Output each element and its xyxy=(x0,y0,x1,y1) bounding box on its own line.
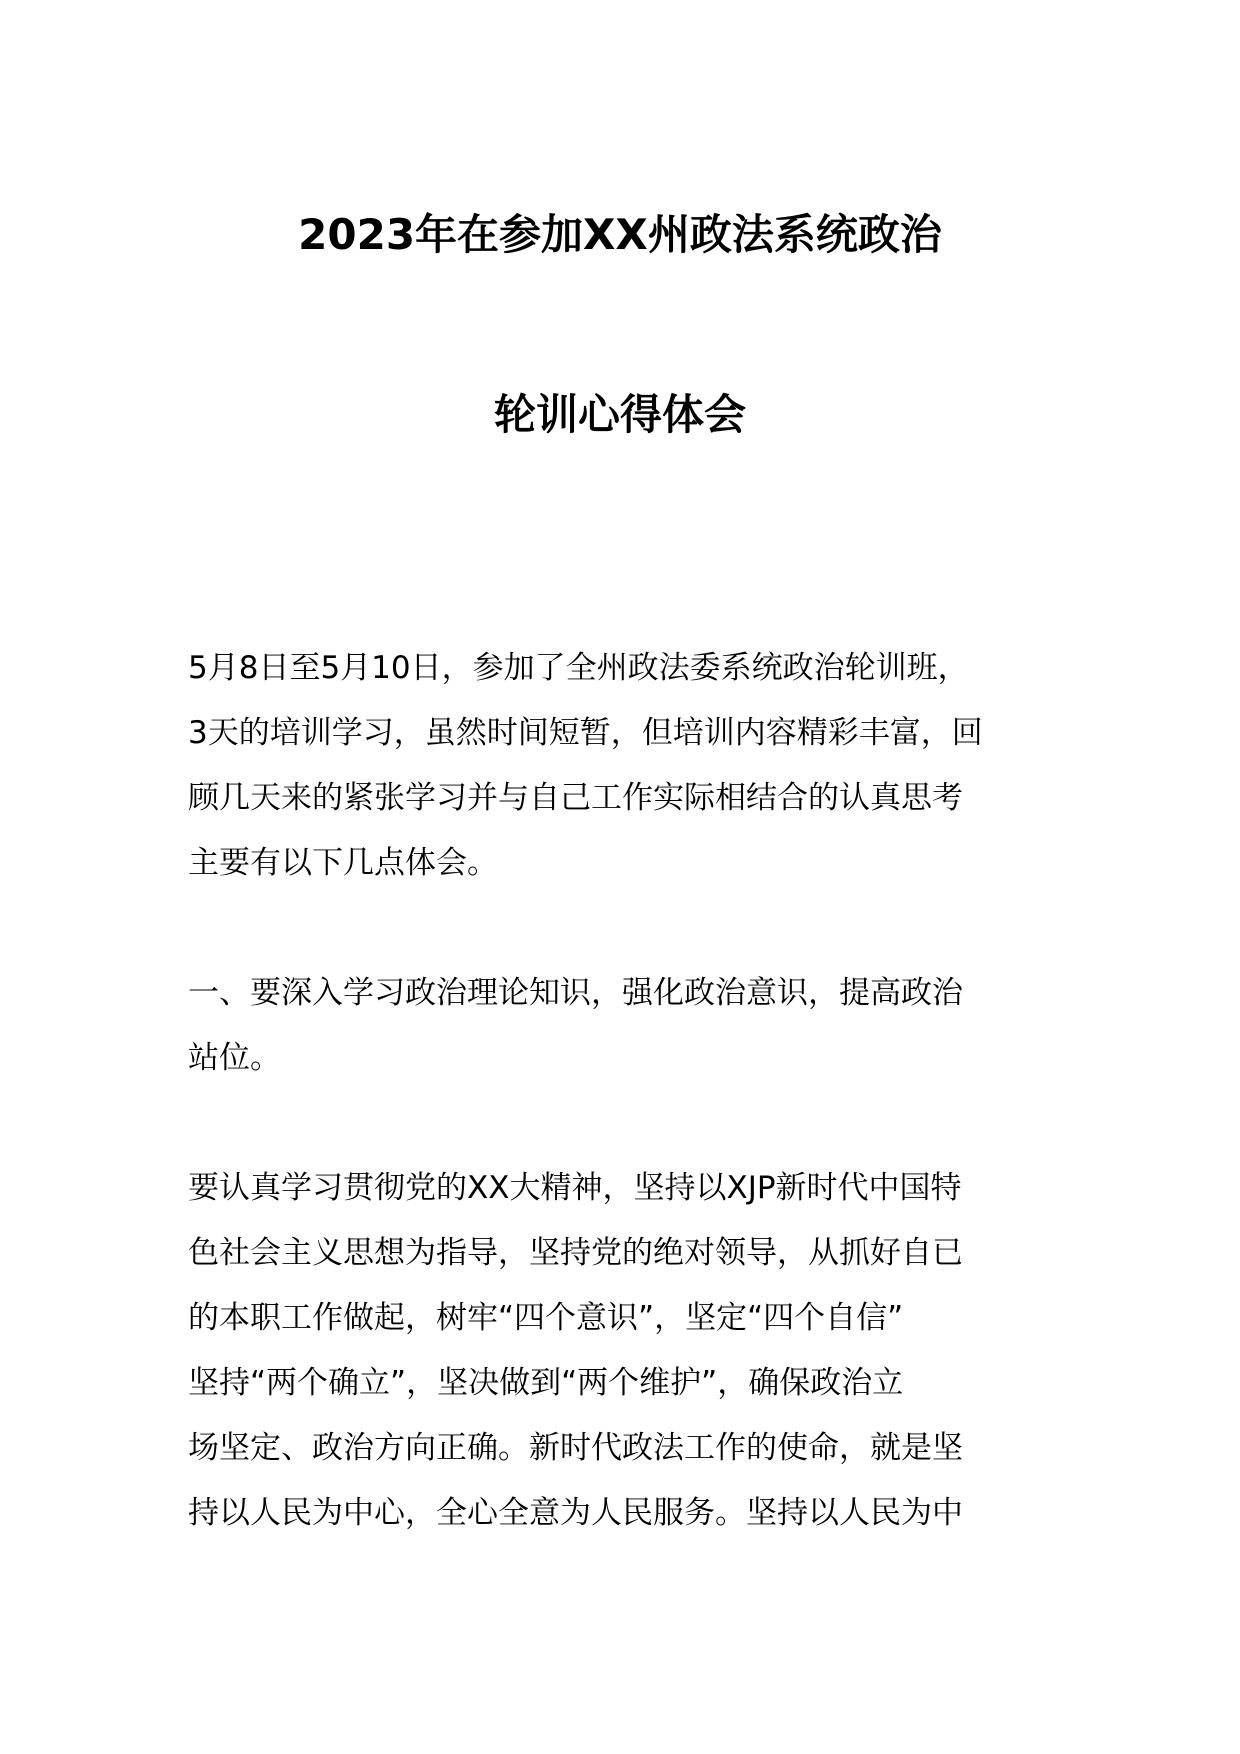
paragraph-line: 色社会主义思想为指导，坚持党的绝对领导，从抓好自已 xyxy=(188,1235,963,1271)
paragraph-line: 坚持“两个确立”，坚决做到“两个维护”，确保政治立 xyxy=(188,1365,904,1401)
paragraph-line: 5月8日至5月10日，参加了全州政法委系统政治轮训班， xyxy=(188,650,969,686)
paragraph-line: 持以人民为中心，全心全意为人民服务。坚持以人民为中 xyxy=(188,1495,963,1531)
document-title-line-2: 轮训心得体会 xyxy=(493,390,746,439)
document-title-line-1: 2023年在参加XX州政法系统政治 xyxy=(298,210,942,259)
paragraph-line: 要认真学习贯彻党的XX大精神，坚持以XJP新时代中国特 xyxy=(188,1170,962,1206)
paragraph-line: 顾几天来的紧张学习并与自己工作实际相结合的认真思考 xyxy=(188,780,963,816)
paragraph-line: 主要有以下几点体会。 xyxy=(188,845,498,881)
paragraph-line: 场坚定、政治方向正确。新时代政法工作的使命，就是坚 xyxy=(188,1430,963,1466)
paragraph-line: 3天的培训学习，虽然时间短暂，但培训内容精彩丰富，回 xyxy=(188,715,983,751)
body-paragraph xyxy=(188,1156,1093,1546)
section-heading-1 xyxy=(188,961,1093,1091)
heading-line: 站位。 xyxy=(188,1040,281,1076)
paragraph-line: 的本职工作做起，树牢“四个意识”，坚定“四个自信” xyxy=(188,1300,904,1336)
intro-paragraph xyxy=(188,636,1093,896)
heading-line: 一、要深入学习政治理论知识，强化政治意识，提高政治 xyxy=(188,975,963,1011)
